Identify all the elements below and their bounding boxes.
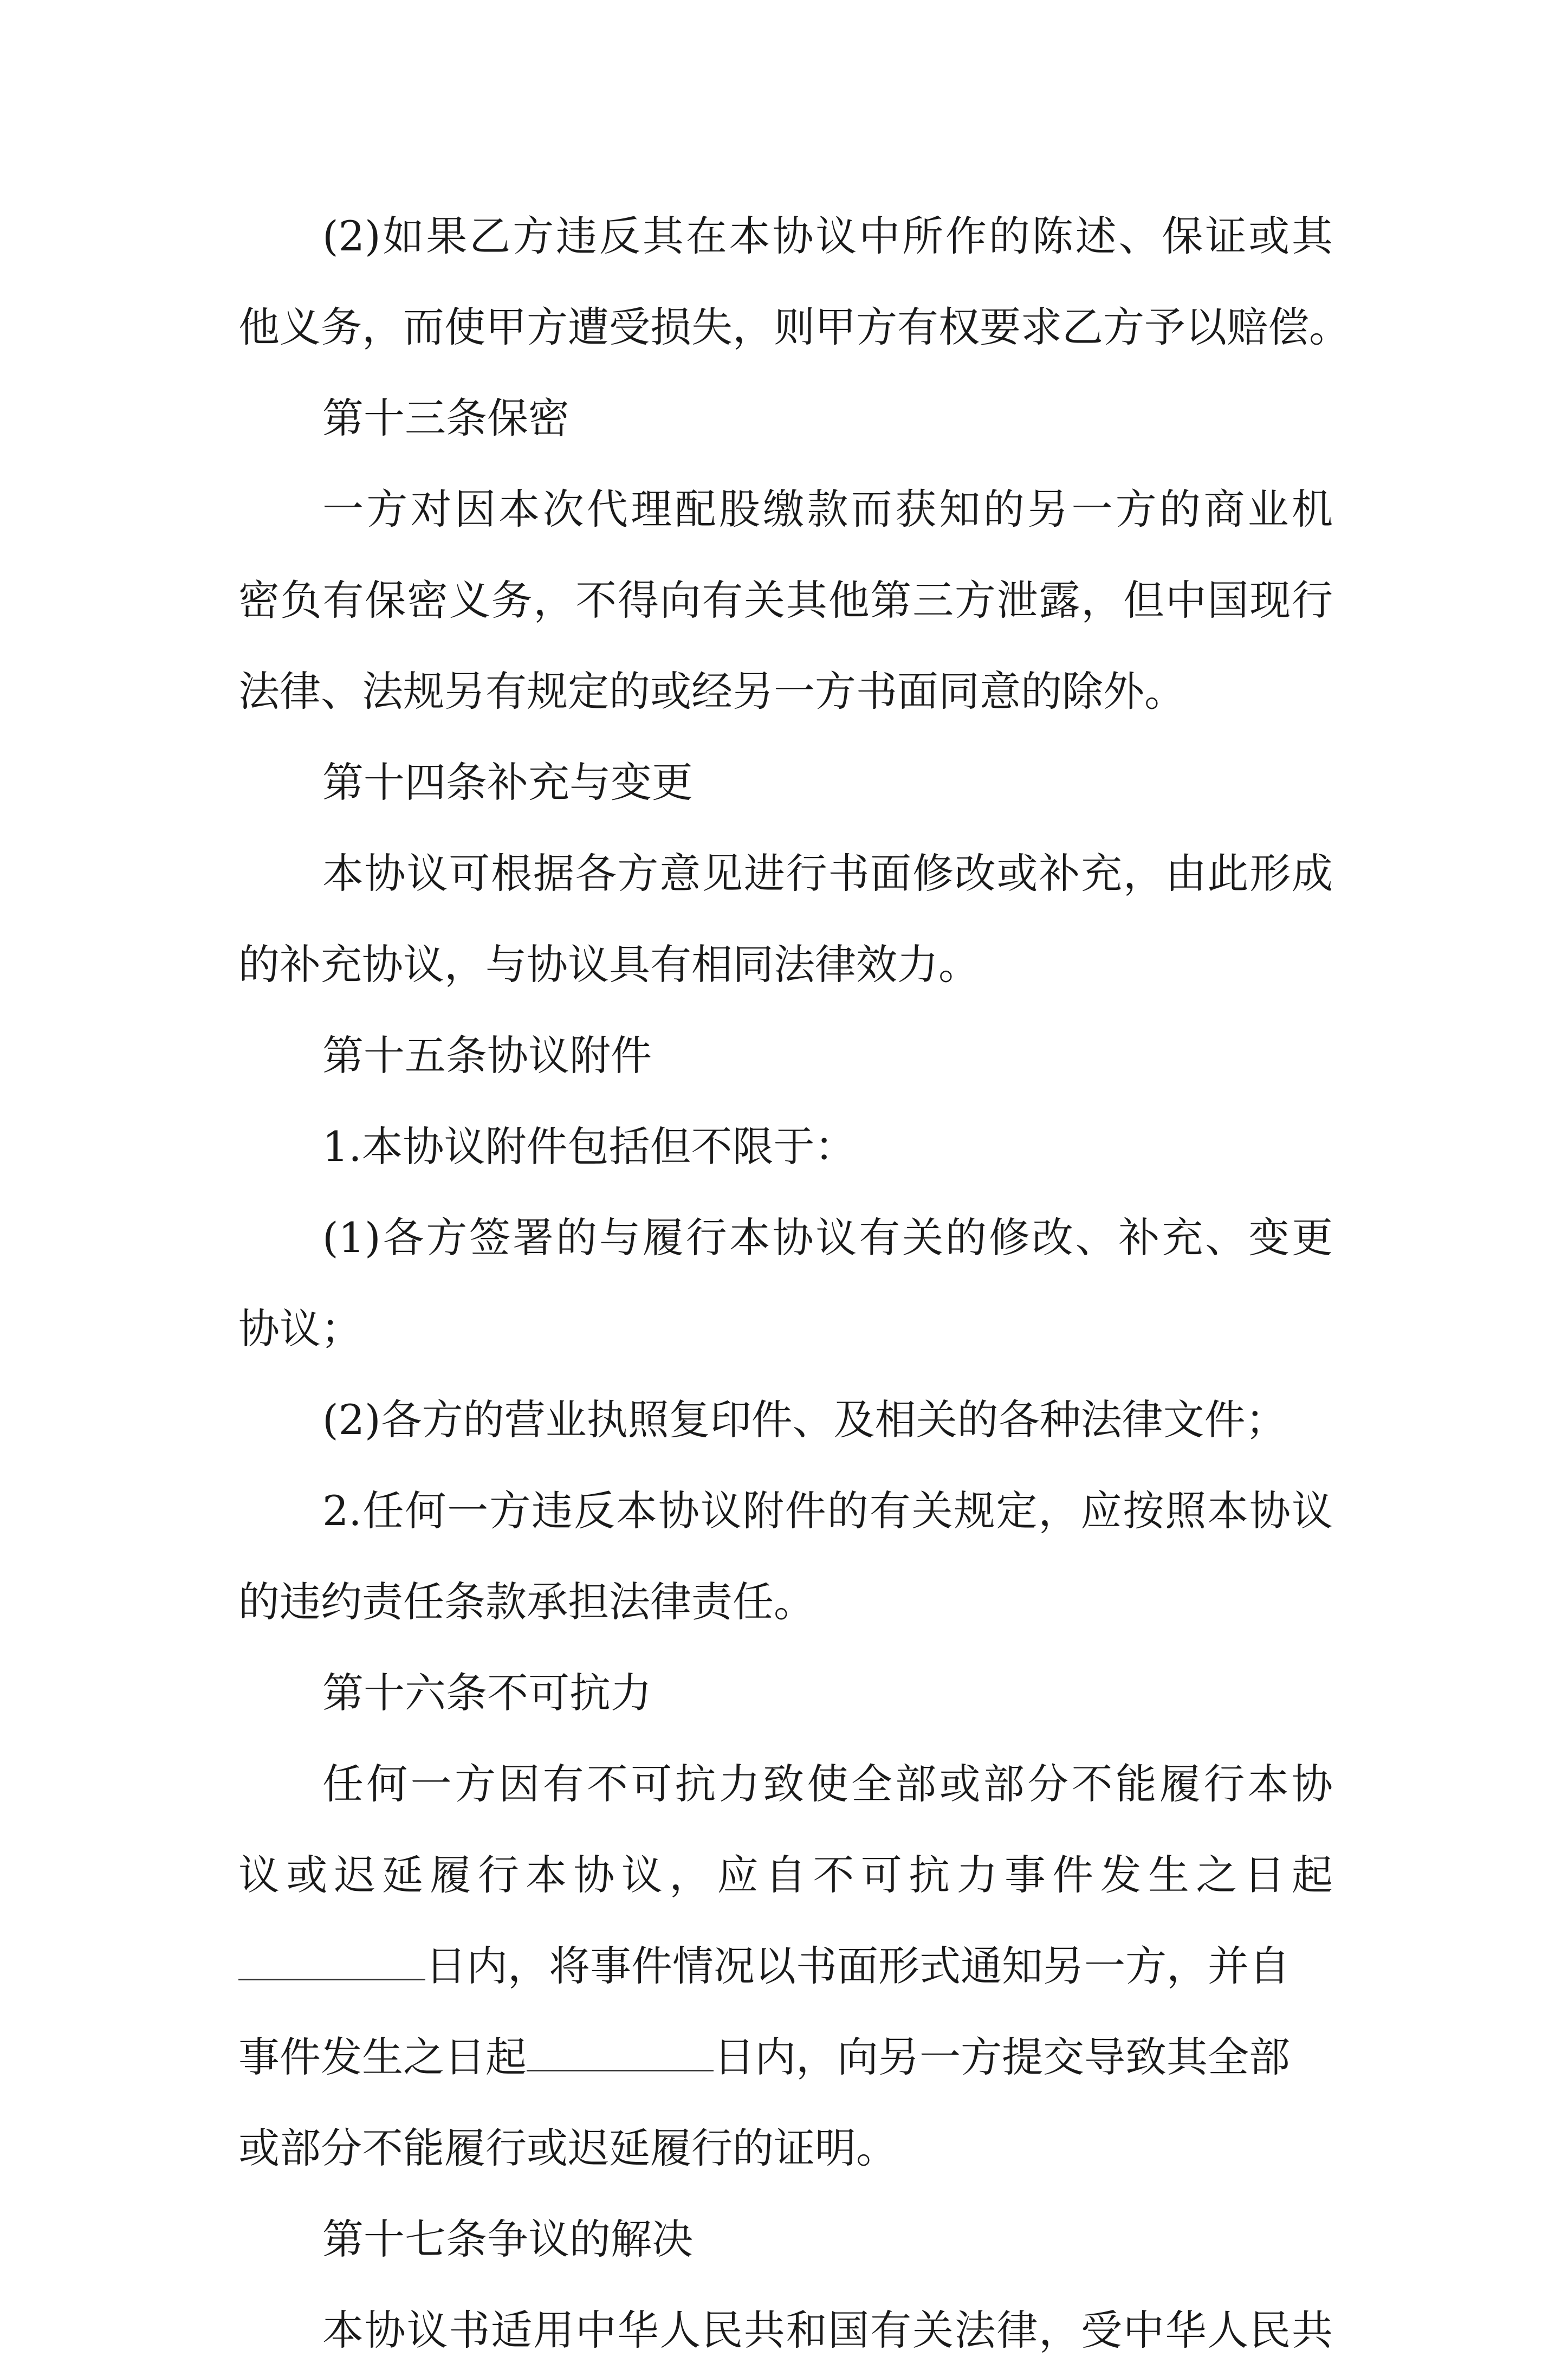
text-line: 密负有保密义务，不得向有关其他第三方泄露，但中国现行: [238, 576, 1333, 624]
text-line: 本协议可根据各方意见进行书面修改或补充，由此形成: [322, 849, 1333, 898]
text-line: (2)各方的营业执照复印件、及相关的各种法律文件；: [322, 1396, 1287, 1444]
text-line: 或部分不能履行或迟延履行的证明。: [238, 2124, 897, 2172]
text-line: [238, 2012, 1333, 2103]
text-line: 议或迟延履行本协议，应自不可抗力事件发生之日起: [238, 1851, 1333, 1899]
text-line: 本协议书适用中华人民共和国有关法律，受中华人民共: [322, 2306, 1333, 2354]
text-line: (1)各方签署的与履行本协议有关的修改、补充、变更: [322, 1213, 1333, 1262]
text-line: 法律、法规另有规定的或经另一方书面同意的除外。: [238, 667, 1185, 715]
section-heading: 第十四条补充与变更: [322, 758, 693, 806]
section-heading: 第十七条争议的解决: [322, 2215, 693, 2263]
text-line: 的违约责任条款承担法律责任。: [238, 1578, 815, 1626]
text-line: 1.本协议附件包括但不限于：: [322, 1122, 856, 1171]
document-body: [238, 191, 1350, 2376]
text-line: 任何一方因有不可抗力致使全部或部分不能履行本协: [322, 1760, 1333, 1808]
fill-in-blank: [527, 2037, 714, 2071]
text-line: 一方对因本次代理配股缴款而获知的另一方的商业机: [322, 485, 1333, 533]
text-line: 的补充协议，与协议具有相同法律效力。: [238, 940, 980, 989]
section-heading: 第十五条协议附件: [322, 1031, 652, 1080]
section-heading: 第十三条保密: [322, 394, 569, 442]
text-fragment: 日内，向另一方提交导致其全部: [714, 2033, 1290, 2081]
text-line: (2)如果乙方违反其在本协议中所作的陈述、保证或其: [322, 212, 1333, 260]
text-line: 协议；: [238, 1305, 362, 1353]
text-fragment: 日内，将事件情况以书面形式通知另一方，并自: [425, 1942, 1290, 1990]
text-line: [238, 1921, 1333, 2012]
section-heading: 第十六条不可抗力: [322, 1669, 652, 1717]
fill-in-blank: [238, 1946, 425, 1980]
text-line: 他义务，而使甲方遭受损失，则甲方有权要求乙方予以赔偿。: [238, 303, 1350, 351]
text-fragment: 事件发生之日起: [238, 2033, 527, 2081]
text-line: 2.任何一方违反本协议附件的有关规定，应按照本协议: [322, 1487, 1333, 1535]
